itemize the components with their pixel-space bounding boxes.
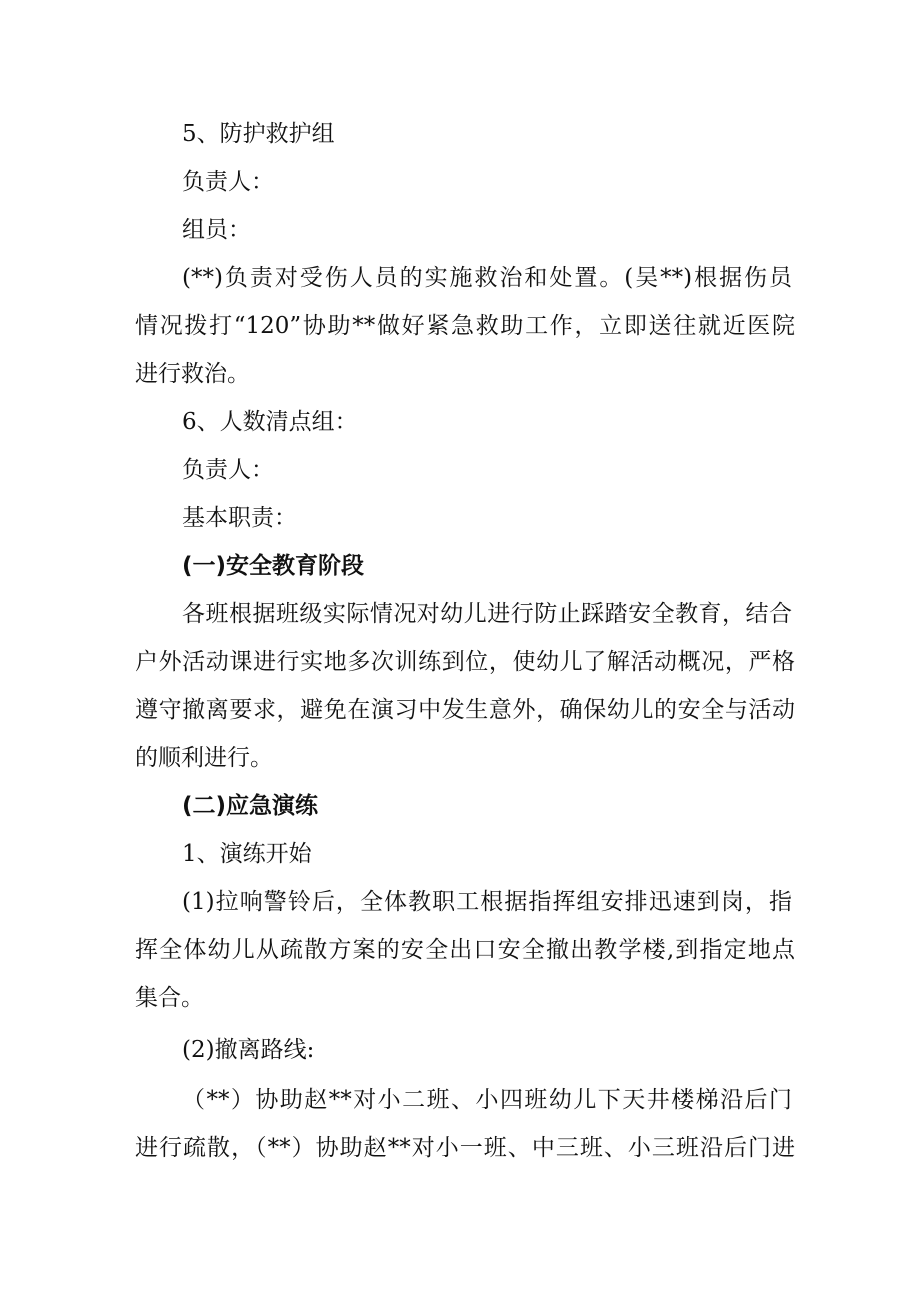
label-members: 组员：: [182, 217, 251, 243]
heading-safety-education: (一)安全教育阶段: [182, 553, 365, 579]
paragraph-line: (1)拉响警铃后，全体教职工根据指挥组安排迅速到岗，指: [182, 889, 792, 915]
paragraph-line: 集合。: [135, 985, 204, 1011]
paragraph-line: 各班根据班级实际情况对幼儿进行防止踩踏安全教育，结合: [182, 601, 792, 627]
paragraph-line: 情况拨打“120”协助**做好紧急救助工作，立即送往就近医院: [135, 313, 795, 339]
paragraph-line: (**)负责对受伤人员的实施救治和处置。(吴**)根据伤员: [182, 265, 792, 291]
heading-emergency-drill: (二)应急演练: [182, 793, 319, 819]
label-person-in-charge: 负责人：: [182, 457, 274, 483]
section-heading-protection-rescue: 5、防护救护组: [182, 121, 335, 147]
subheading-evacuation-route: (2)撤离路线:: [182, 1037, 315, 1063]
paragraph-line: 的顺利进行。: [135, 745, 273, 771]
paragraph-line: 进行救治。: [135, 361, 250, 387]
paragraph-line: 挥全体幼儿从疏散方案的安全出口安全撤出教学楼,到指定地点: [135, 937, 795, 963]
label-basic-duties: 基本职责：: [182, 505, 297, 531]
section-heading-headcount: 6、人数清点组：: [182, 409, 358, 435]
label-person-in-charge: 负责人：: [182, 169, 274, 195]
paragraph-line: 户外活动课进行实地多次训练到位，使幼儿了解活动概况，严格: [135, 649, 795, 675]
subheading-drill-start: 1、演练开始: [182, 841, 312, 867]
paragraph-line: （**）协助赵**对小二班、小四班幼儿下天井楼梯沿后门: [182, 1087, 792, 1113]
paragraph-line: 遵守撤离要求，避免在演习中发生意外，确保幼儿的安全与活动: [135, 697, 795, 723]
paragraph-line: 进行疏散，（**）协助赵**对小一班、中三班、小三班沿后门进: [135, 1135, 795, 1161]
